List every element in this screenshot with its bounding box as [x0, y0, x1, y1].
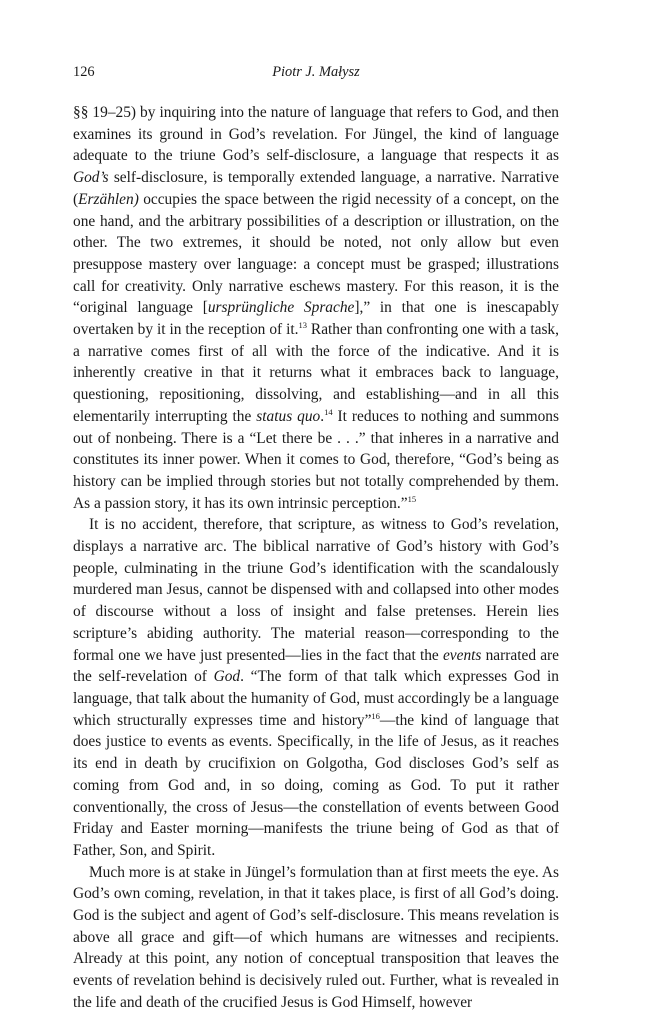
text-run: It reduces to nothing and summons out of nonbeing. There is a “Let there be . . .” that inheres in a narrative and constitutes its inner power. When it comes to God, therefore, “God’s being as history can be implied through stories but not totally comprehended by them. As a passion story, it has its own intrinsic perception.”: [73, 407, 559, 512]
text-run: . “The form of that talk which expresses God in language, that talk about the humanity of God, must accordingly be a language which structurally expresses time and history”: [73, 668, 559, 729]
italic-text: events: [442, 646, 482, 664]
text-run: It is no accident, therefore, that scripture, as witness to God’s revelation, displays a narrative arc. The biblical narrative of God’s history with God’s people, culminating in the triune God’s identification with the scandalously murdered man Jesus, cannot be dispensed with and collapsed into other modes of discourse without a loss of insight and false pretenses. Herein lies scripture’s abiding authority. The material reason—corresponding to the formal one we have just presented—lies in the fact that the: [73, 516, 559, 664]
italic-text: ursprüngliche Sprache: [207, 299, 355, 317]
footnote-ref: 15: [407, 493, 417, 504]
paragraph: [73, 102, 559, 514]
page-number: 126: [73, 64, 95, 80]
footnote-ref: 13: [298, 320, 307, 331]
book-page: [73, 62, 559, 1014]
italic-text: God: [213, 668, 241, 686]
footnote-ref: 16: [371, 710, 380, 721]
text-run: self-disclosure, is temporally extended language, a narrative. Narrative (: [73, 169, 559, 208]
italic-text: God’s: [73, 169, 109, 187]
text-run: Much more is at stake in Jüngel’s formulation than at first meets the eye. As God’s own coming, revelation, in that it takes place, is first of all God’s doing. God is the subject and agent of God’s self-disclosure. This means revelation is above all grace and gift—of which humans are witnesses and recipients. Already at this point, any notion of conceptual transposition that leaves the events of revelation behind is decisively ruled out. Further, what is revealed in the life and death of the crucified Jesus is God Himself, however: [73, 863, 559, 1011]
text-run: .: [320, 407, 325, 425]
text-run: occupies the space between the rigid necessity of a concept, on the one hand, and the arbitrary possibilities of a description or illustration, on the other. The two extremes, it should be noted, not only allow but even presuppose mastery over language: a concept must be grasped; illustrations call for creativity. Only narrative eschews mastery. For this reason, it is the “original language [: [73, 190, 559, 317]
text-run: —the kind of language that does justice to events as events. Specifically, in the life of Jesus, as it reaches its end in death by crucifixion on Golgotha, God discloses God’s self as coming from God and, in so doing, coming as God. To put it rather conventionally, the cross of Jesus—the constellation of events between Good Friday and Easter morning—manifests the triune being of God as that of Father, Son, and Spirit.: [73, 711, 559, 859]
footnote-ref: 14: [324, 406, 333, 417]
text-run: §§ 19–25) by inquiring into the nature of language that refers to God, and then examines its ground in God’s revelation. For Jüngel, the kind of language adequate to the triune God’s self-disclosure, a language that respects it as: [73, 104, 559, 165]
text-run: ],” in that one is inescapably overtaken by it in the reception of it.: [73, 299, 560, 339]
running-title: Piotr J. Małysz: [272, 64, 360, 80]
paragraph: [73, 862, 559, 1014]
text-run: narrated are the self-revelation of: [73, 646, 559, 686]
text-run: Rather than confronting one with a task, a narrative comes first of all with the force of the indicative. And it is inherently creative in that it returns what it embraces back to language, questioning, repositioning, dissolving, and establishing—and in all this elementarily interrupting the: [73, 321, 559, 425]
paragraph: [73, 514, 559, 861]
italic-text: Erzählen): [78, 190, 139, 208]
italic-text: status quo: [256, 407, 321, 425]
running-head: [73, 62, 559, 82]
body-text: [73, 102, 559, 1014]
